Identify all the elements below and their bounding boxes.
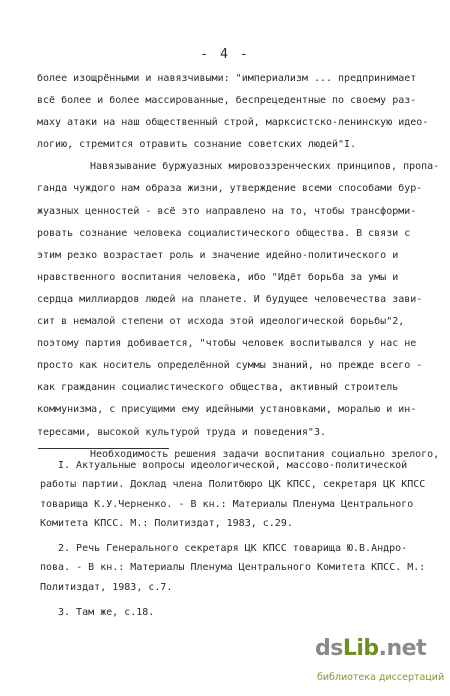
text-line: всё более и более массированные, беспрецедентные по своему раз-: [37, 95, 417, 107]
footnote-line: работы партии. Доклад члена Политбюро ЦК КПСС, секретаря ЦК КПСС: [40, 479, 426, 491]
footnote-separator: [38, 448, 169, 449]
footnote-line: пова. - В кн.: Материалы Пленума Центрального Комитета КПСС. М.:: [40, 562, 426, 574]
text-line: этим резко возрастает роль и значение идейно-политического и: [37, 249, 399, 261]
body-text: [37, 68, 440, 466]
watermark: [315, 636, 445, 686]
text-line: ганда чуждого нам образа жизни, утверждение всеми способами бур-: [37, 183, 423, 195]
text-line: тересами, высокой культурой труда и поведения"3.: [37, 426, 326, 438]
text-line: Навязывание буржуазных мировоззренческих принципов, пропа-: [90, 161, 440, 173]
footnote-line: Комитета КПСС. М.: Политиздат, 1983, с.29.: [40, 517, 293, 529]
watermark-logo: dsLib.net: [315, 636, 427, 661]
text-line: логию, стремится отравить сознание советских людей"I.: [37, 139, 357, 151]
text-line: просто как носитель определённой суммы знаний, но прежде всего -: [37, 360, 423, 372]
text-line: Необходимость решения задачи воспитания социально зрелого,: [90, 448, 440, 460]
text-line: более изощрёнными и навязчивыми: "империализм ... предпринимает: [37, 73, 417, 84]
page-number: - 4 -: [200, 47, 250, 62]
text-line: поэтому партия добивается, "чтобы человек воспитывался у нас не: [37, 338, 417, 350]
text-line: жуазных ценностей - всё это направлено на то, чтобы трансформи-: [37, 205, 417, 217]
text-line: сит в немалой степени от исхода этой идеологической борьбы"2,: [37, 316, 405, 328]
footnote-line: Политиздат, 1983, с.7.: [40, 581, 173, 593]
footnote-line: 3. Там же, с.18.: [58, 607, 155, 619]
text-line: как гражданин социалистического общества, активный строитель: [37, 382, 399, 394]
footnote-line: I. Актуальные вопросы идеологической, массово-политической: [58, 460, 408, 471]
text-line: коммунизма, с присущими ему идейными установками, моралью и ин-: [37, 404, 417, 416]
footnote-line: товарища К.У.Черненко. - В кн.: Материалы Пленума Центрального: [40, 498, 414, 510]
footnote-line: 2. Речь Генерального секретаря ЦК КПСС товарища Ю.В.Андро-: [58, 543, 408, 555]
watermark-subtitle: библиотека диссертаций: [317, 672, 445, 683]
text-line: маху атаки на наш общественный строй, марксистско-ленинскую идео-: [37, 117, 429, 129]
text-line: нравственного воспитания человека, ибо "Идёт борьба за умы и: [37, 271, 399, 283]
text-line: сердца миллиардов людей на планете. И будущее человечества зави-: [37, 293, 423, 305]
footnotes: [40, 456, 440, 622]
text-line: ровать сознание человека социалистического общества. В связи с: [37, 227, 411, 239]
